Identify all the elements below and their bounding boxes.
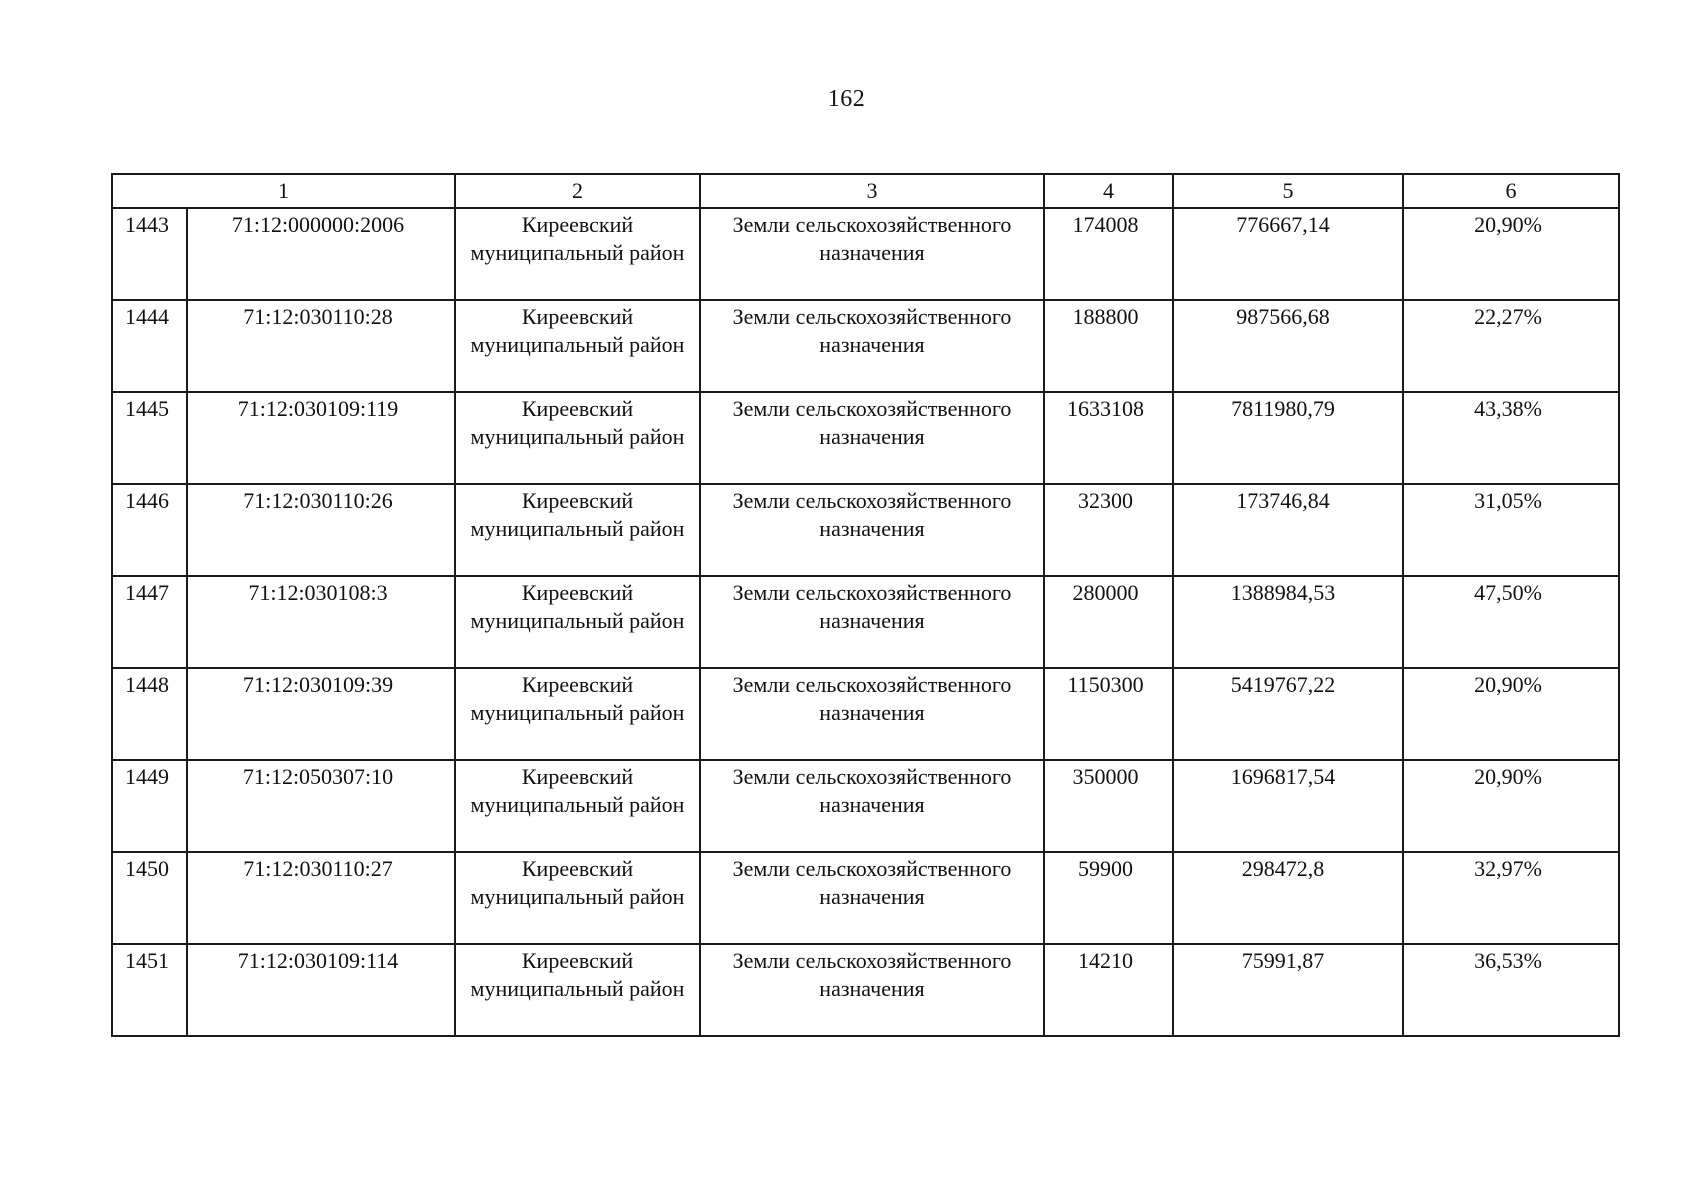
district-name: Киреевский муниципальный район [455,484,700,576]
table-row [112,484,1619,576]
row-number: 1448 [112,668,187,760]
row-number: 1446 [112,484,187,576]
header-row [112,174,1619,208]
district-name: Киреевский муниципальный район [455,208,700,300]
percent-value: 20,90% [1403,760,1619,852]
land-category: Земли сельскохозяйственного назначения [700,208,1044,300]
land-category: Земли сельскохозяйственного назначения [700,944,1044,1036]
cadastral-number: 71:12:050307:10 [187,760,455,852]
column-header-4: 4 [1044,174,1173,208]
plot-area: 174008 [1044,208,1173,300]
column-header-3: 3 [700,174,1044,208]
plot-area: 188800 [1044,300,1173,392]
land-category: Земли сельскохозяйственного назначения [700,852,1044,944]
plot-area: 1150300 [1044,668,1173,760]
plot-area: 280000 [1044,576,1173,668]
table-row [112,668,1619,760]
district-name: Киреевский муниципальный район [455,392,700,484]
district-name: Киреевский муниципальный район [455,576,700,668]
land-category: Земли сельскохозяйственного назначения [700,668,1044,760]
table-row [112,852,1619,944]
row-number: 1450 [112,852,187,944]
percent-value: 47,50% [1403,576,1619,668]
column-header-2: 2 [455,174,700,208]
cadastral-value: 298472,8 [1173,852,1403,944]
percent-value: 22,27% [1403,300,1619,392]
column-header-1: 1 [112,174,455,208]
district-name: Киреевский муниципальный район [455,300,700,392]
plot-area: 59900 [1044,852,1173,944]
land-category: Земли сельскохозяйственного назначения [700,392,1044,484]
percent-value: 36,53% [1403,944,1619,1036]
table-row [112,576,1619,668]
cadastral-number: 71:12:030110:27 [187,852,455,944]
cadastral-number: 71:12:030109:39 [187,668,455,760]
table-row [112,208,1619,300]
row-number: 1451 [112,944,187,1036]
page-number: 162 [827,86,866,112]
plot-area: 32300 [1044,484,1173,576]
land-category: Земли сельскохозяйственного назначения [700,576,1044,668]
percent-value: 43,38% [1403,392,1619,484]
table-row [112,944,1619,1036]
cadastral-value: 7811980,79 [1173,392,1403,484]
table-row [112,760,1619,852]
district-name: Киреевский муниципальный район [455,944,700,1036]
plot-area: 14210 [1044,944,1173,1036]
cadastral-value: 1696817,54 [1173,760,1403,852]
land-category: Земли сельскохозяйственного назначения [700,484,1044,576]
cadastral-value: 987566,68 [1173,300,1403,392]
district-name: Киреевский муниципальный район [455,852,700,944]
table-row [112,300,1619,392]
cadastral-value: 1388984,53 [1173,576,1403,668]
land-category: Земли сельскохозяйственного назначения [700,760,1044,852]
cadastral-number: 71:12:030108:3 [187,576,455,668]
column-header-6: 6 [1403,174,1619,208]
cadastral-number: 71:12:030109:119 [187,392,455,484]
column-header-5: 5 [1173,174,1403,208]
cadastral-value: 173746,84 [1173,484,1403,576]
row-number: 1443 [112,208,187,300]
percent-value: 31,05% [1403,484,1619,576]
cadastral-value: 5419767,22 [1173,668,1403,760]
cadastral-number: 71:12:030110:26 [187,484,455,576]
cadastral-value: 776667,14 [1173,208,1403,300]
cadastral-number: 71:12:030109:114 [187,944,455,1036]
plot-area: 1633108 [1044,392,1173,484]
district-name: Киреевский муниципальный район [455,760,700,852]
row-number: 1445 [112,392,187,484]
percent-value: 20,90% [1403,668,1619,760]
land-category: Земли сельскохозяйственного назначения [700,300,1044,392]
district-name: Киреевский муниципальный район [455,668,700,760]
percent-value: 32,97% [1403,852,1619,944]
table-row [112,392,1619,484]
row-number: 1444 [112,300,187,392]
land-plot-table [111,173,1620,1037]
row-number: 1449 [112,760,187,852]
row-number: 1447 [112,576,187,668]
cadastral-number: 71:12:000000:2006 [187,208,455,300]
plot-area: 350000 [1044,760,1173,852]
cadastral-value: 75991,87 [1173,944,1403,1036]
cadastral-number: 71:12:030110:28 [187,300,455,392]
percent-value: 20,90% [1403,208,1619,300]
